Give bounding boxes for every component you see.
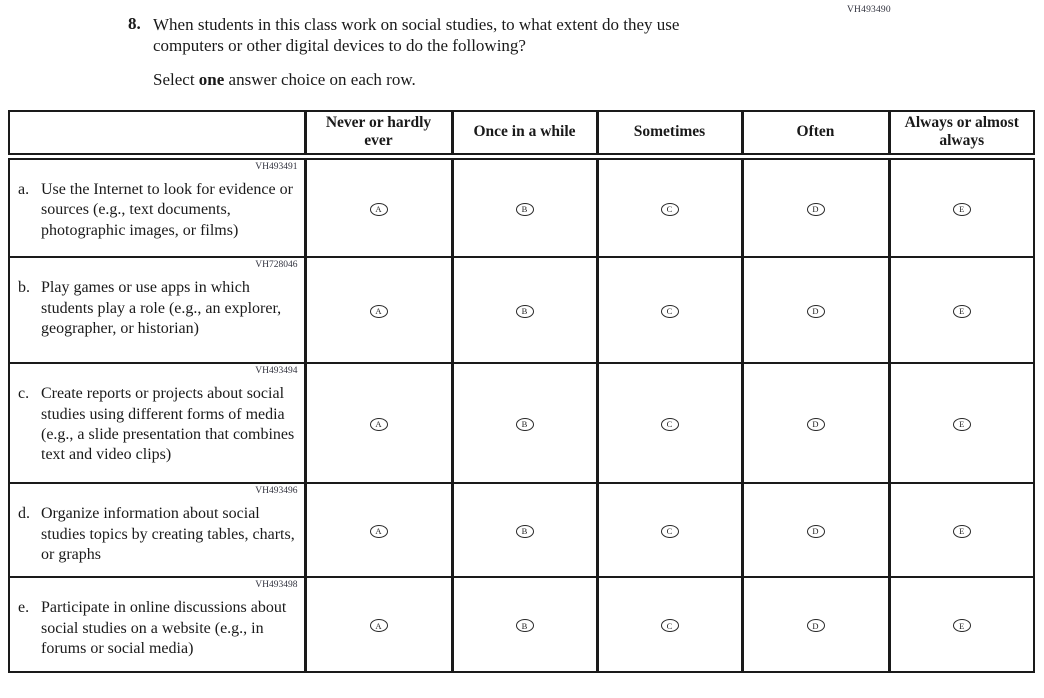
option-bubble-d[interactable]: D xyxy=(807,619,825,632)
option-bubble-e[interactable]: E xyxy=(953,203,971,216)
option-bubble-e[interactable]: E xyxy=(953,619,971,632)
item-cell-e xyxy=(9,577,305,672)
option-bubble-d[interactable]: D xyxy=(807,418,825,431)
answer-cell-e-always[interactable] xyxy=(889,577,1034,672)
option-bubble-d[interactable]: D xyxy=(807,203,825,216)
option-bubble-c[interactable]: C xyxy=(661,203,679,216)
page-id-label: VH493490 xyxy=(847,5,891,15)
option-bubble-c[interactable]: C xyxy=(661,525,679,538)
item-text: Organize information about social studies topics by creating tables, charts, or graphs xyxy=(41,505,295,564)
response-table xyxy=(8,110,1035,673)
item-text: Create reports or projects about social studies using different forms of media (e.g., a slide presentation that combines text and video clips) xyxy=(41,385,295,464)
option-bubble-c[interactable]: C xyxy=(661,305,679,318)
answer-cell-b-always[interactable] xyxy=(889,257,1034,363)
option-bubble-a[interactable]: A xyxy=(370,418,388,431)
answer-cell-b-once[interactable] xyxy=(452,257,597,363)
answer-cell-c-never[interactable] xyxy=(305,363,452,483)
item-id-label: VH493498 xyxy=(255,580,298,590)
answer-cell-b-often[interactable] xyxy=(742,257,889,363)
item-id-label: VH728046 xyxy=(255,260,298,270)
option-bubble-e[interactable]: E xyxy=(953,418,971,431)
table-row-d xyxy=(9,483,1034,577)
option-bubble-a[interactable]: A xyxy=(370,619,388,632)
item-text: Use the Internet to look for evidence or sources (e.g., text documents, photographic images, or films) xyxy=(41,180,293,239)
option-bubble-e[interactable]: E xyxy=(953,305,971,318)
answer-cell-b-sometimes[interactable] xyxy=(597,257,742,363)
answer-cell-e-never[interactable] xyxy=(305,577,452,672)
answer-cell-b-never[interactable] xyxy=(305,257,452,363)
table-row-c xyxy=(9,363,1034,483)
item-letter: b. xyxy=(18,279,30,297)
answer-cell-d-sometimes[interactable] xyxy=(597,483,742,577)
item-letter: e. xyxy=(18,599,30,617)
answer-cell-e-sometimes[interactable] xyxy=(597,577,742,672)
header-row xyxy=(9,111,1034,156)
item-cell-b xyxy=(9,257,305,363)
answer-cell-d-always[interactable] xyxy=(889,483,1034,577)
option-bubble-a[interactable]: A xyxy=(370,525,388,538)
answer-cell-a-sometimes[interactable] xyxy=(597,156,742,257)
item-letter: d. xyxy=(18,505,30,523)
item-letter: c. xyxy=(18,385,30,403)
question-number: 8. xyxy=(128,14,141,33)
column-header-once-in-a-while: Once in a while xyxy=(452,111,597,156)
answer-cell-e-often[interactable] xyxy=(742,577,889,672)
column-header-never: Never or hardly ever xyxy=(305,111,452,156)
instruction-prefix: Select xyxy=(153,69,199,89)
answer-cell-e-once[interactable] xyxy=(452,577,597,672)
column-header-often: Often xyxy=(742,111,889,156)
table-row-b xyxy=(9,257,1034,363)
item-cell-c xyxy=(9,363,305,483)
answer-cell-d-once[interactable] xyxy=(452,483,597,577)
option-bubble-a[interactable]: A xyxy=(370,203,388,216)
instruction-bold: one xyxy=(198,69,225,89)
option-bubble-b[interactable]: B xyxy=(516,305,534,318)
instruction-suffix: answer choice on each row. xyxy=(224,69,416,89)
item-text: Participate in online discussions about social studies on a website (e.g., in forums or social media) xyxy=(41,599,287,658)
column-header-sometimes: Sometimes xyxy=(597,111,742,156)
table-row-a xyxy=(9,156,1034,257)
option-bubble-a[interactable]: A xyxy=(370,305,388,318)
option-bubble-b[interactable]: B xyxy=(516,525,534,538)
question-text: When students in this class work on social studies, to what extent do they use computers or other digital devices to do the following? xyxy=(153,15,680,56)
item-id-label: VH493496 xyxy=(255,486,298,496)
option-bubble-b[interactable]: B xyxy=(516,418,534,431)
answer-cell-d-never[interactable] xyxy=(305,483,452,577)
answer-cell-c-sometimes[interactable] xyxy=(597,363,742,483)
option-bubble-d[interactable]: D xyxy=(807,525,825,538)
option-bubble-d[interactable]: D xyxy=(807,305,825,318)
answer-cell-d-often[interactable] xyxy=(742,483,889,577)
answer-cell-a-always[interactable] xyxy=(889,156,1034,257)
question-block xyxy=(128,14,768,90)
answer-cell-a-often[interactable] xyxy=(742,156,889,257)
option-bubble-b[interactable]: B xyxy=(516,619,534,632)
item-cell-a xyxy=(9,156,305,257)
table-row-e xyxy=(9,577,1034,672)
item-text: Play games or use apps in which students play a role (e.g., an explorer, geographer, or historian) xyxy=(41,279,282,338)
answer-cell-c-always[interactable] xyxy=(889,363,1034,483)
column-header-always: Always or almost always xyxy=(889,111,1034,156)
option-bubble-b[interactable]: B xyxy=(516,203,534,216)
answer-cell-a-once[interactable] xyxy=(452,156,597,257)
question-instruction xyxy=(153,70,768,90)
option-bubble-c[interactable]: C xyxy=(661,418,679,431)
answer-cell-c-once[interactable] xyxy=(452,363,597,483)
option-bubble-e[interactable]: E xyxy=(953,525,971,538)
item-id-label: VH493491 xyxy=(255,161,298,172)
option-bubble-c[interactable]: C xyxy=(661,619,679,632)
header-item-column xyxy=(9,111,305,156)
item-id-label: VH493494 xyxy=(255,366,298,376)
item-cell-d xyxy=(9,483,305,577)
answer-cell-c-often[interactable] xyxy=(742,363,889,483)
answer-cell-a-never[interactable] xyxy=(305,156,452,257)
item-letter: a. xyxy=(18,180,30,198)
